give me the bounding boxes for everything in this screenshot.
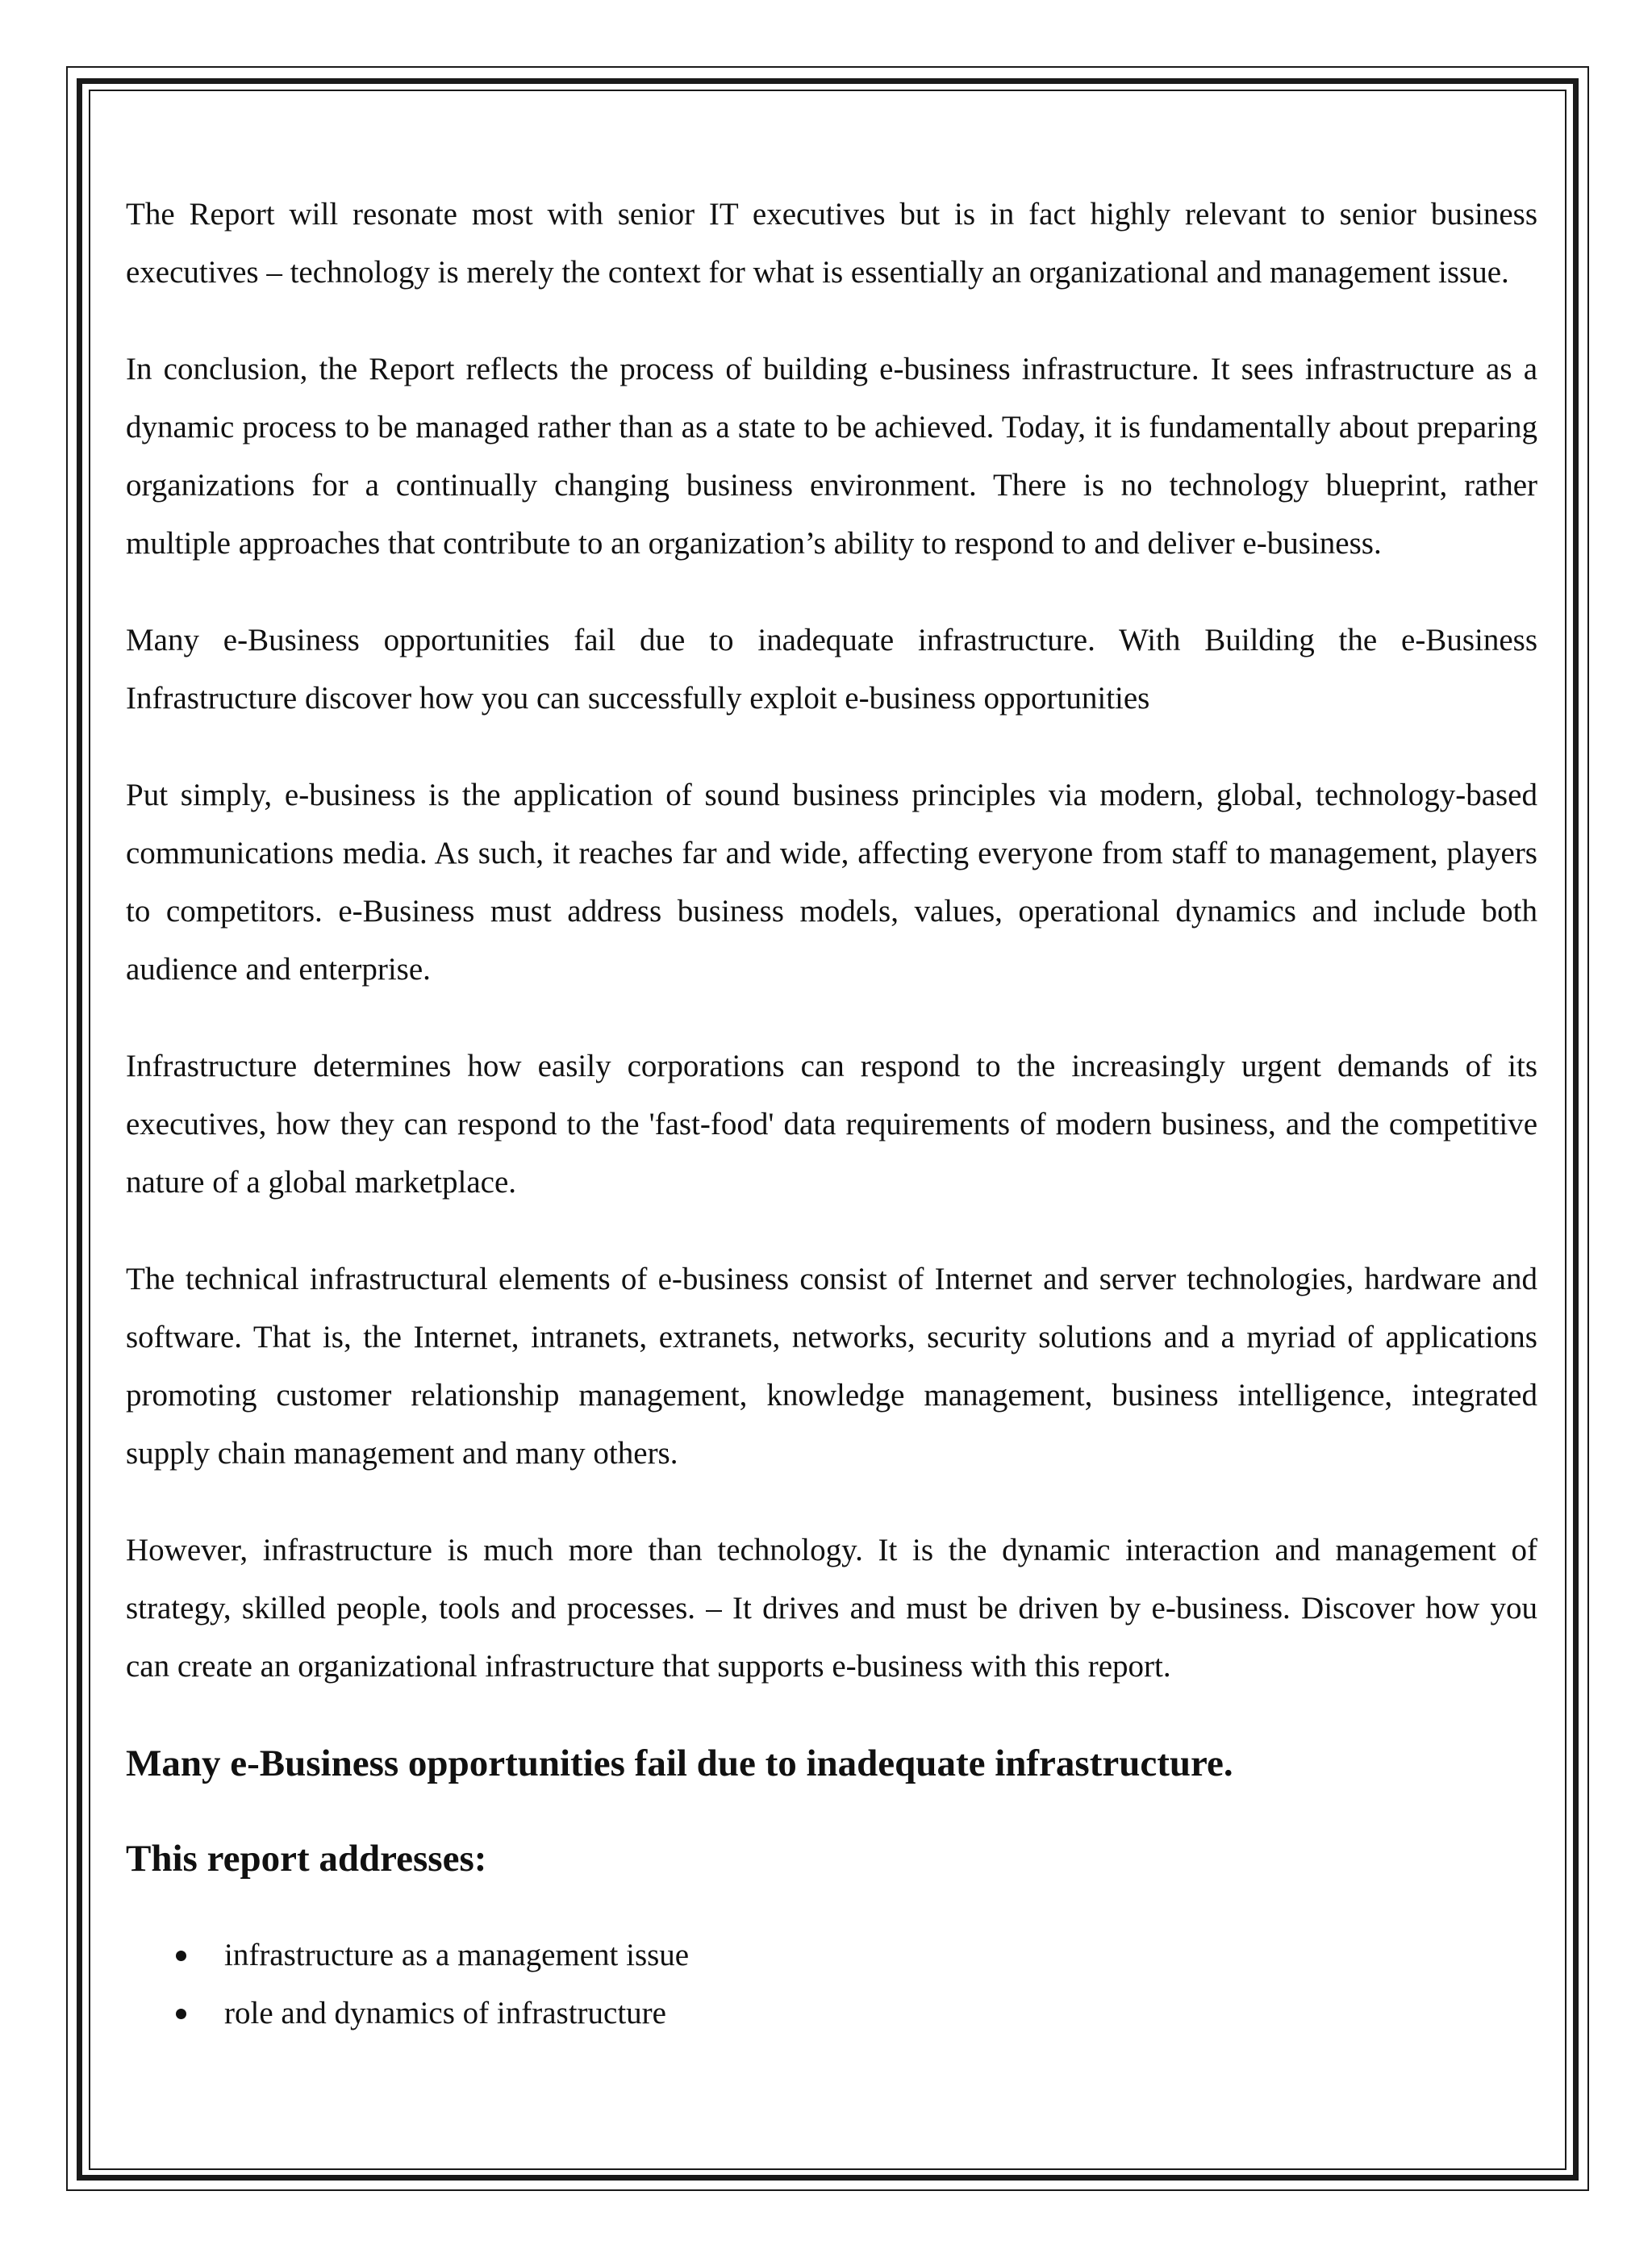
bullet-icon bbox=[176, 2009, 186, 2019]
document-body bbox=[126, 186, 1537, 2043]
paragraph-beyond-technology: However, infrastructure is much more than technology. It is the dynamic interaction and management of strategy, skilled people, tools and processes. – It drives and must be driven by e-business. Discover how you can create an organizational infrastructure that supports e-business with this report. bbox=[126, 1533, 1537, 1684]
addresses-heading: This report addresses: bbox=[126, 1838, 487, 1880]
paragraph-conclusion: In conclusion, the Report reflects the process of building e-business infrastructure. It sees infrastructure as a dynamic process to be managed rather than as a state to be achieved. Today, it is fundamentally about preparing organizations for a continually changing business environment. There is no technology blueprint, rather multiple approaches that contribute to an organization’s ability to respond to and deliver e-business. bbox=[126, 352, 1537, 561]
paragraph-report-audience: The Report will resonate most with senior IT executives but is in fact highly relevant to senior business executives – technology is merely the context for what is essentially an organizational and management issue. bbox=[126, 197, 1537, 290]
addresses-list bbox=[126, 1926, 1537, 2043]
paragraph-definition: Put simply, e-business is the application of sound business principles via modern, global, technology-based communications media. As such, it reaches far and wide, affecting everyone from staff to management, players to competitors. e-Business must address business models, values, operational dynamics and include both audience and enterprise. bbox=[126, 778, 1537, 987]
paragraph-infrastructure-demands: Infrastructure determines how easily corporations can respond to the increasingly urgent demands of its executives, how they can respond to the 'fast-food' data requirements of modern business, and the competitive nature of a global marketplace. bbox=[126, 1049, 1537, 1200]
paragraph-technical-elements: The technical infrastructural elements of e-business consist of Internet and server technologies, hardware and software. That is, the Internet, intranets, extranets, networks, security solutions and a myriad of applications promoting customer relationship management, knowledge management, business intelligence, integrated supply chain management and many others. bbox=[126, 1262, 1537, 1471]
list-item-text: infrastructure as a management issue bbox=[224, 1938, 690, 1972]
list-item bbox=[126, 1926, 1537, 1984]
callout-heading: Many e-Business opportunities fail due to inadequate infrastructure. bbox=[126, 1742, 1233, 1784]
bullet-icon bbox=[176, 1951, 186, 1961]
list-item bbox=[126, 1984, 1537, 2043]
paragraph-opportunities: Many e-Business opportunities fail due to inadequate infrastructure. With Building the e-Business Infrastructure discover how you can successfully exploit e-business opportunities bbox=[126, 623, 1537, 716]
list-item-text: role and dynamics of infrastructure bbox=[224, 1996, 666, 2030]
